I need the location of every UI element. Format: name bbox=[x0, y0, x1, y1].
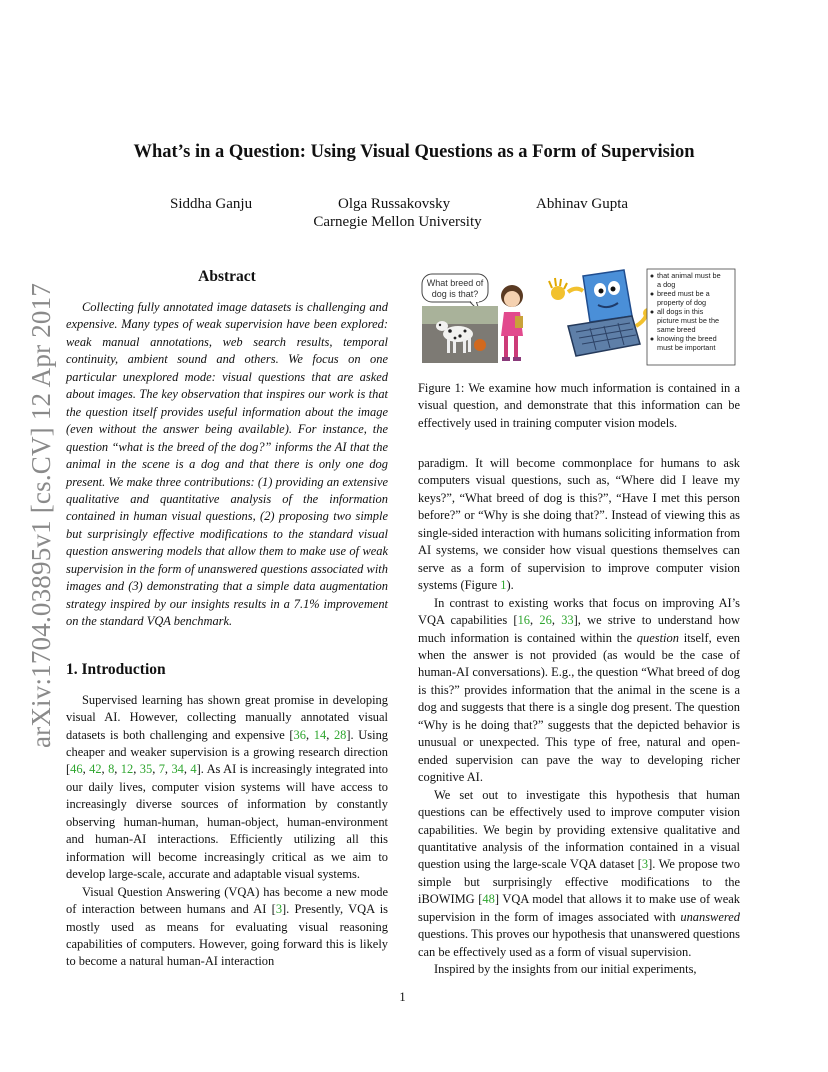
laptop-ai-illustration bbox=[549, 270, 653, 356]
inference-1-line-2: a dog bbox=[657, 280, 676, 289]
citation-link[interactable]: 28 bbox=[333, 727, 347, 742]
citation-link[interactable]: 4 bbox=[190, 762, 197, 777]
inference-4-line-1: knowing the breed bbox=[657, 334, 717, 343]
figure-1 bbox=[418, 266, 740, 374]
arxiv-identifier: arXiv:1704.03895v1 [cs.CV] 12 Apr 2017 bbox=[26, 282, 57, 748]
right-paragraph-2: In contrast to existing works that focus on improving AI’s VQA capabilities [16, 26, 33], we strive to understand how much information is contained within the question itself, even when the answer is not provided (as would be the case of human-AI conversations). E.g., the question “What breed of dog is this?” provides information that the animal in the scene is a dog and suggests that there is a single dog present. The question “Why is he doing that?” suggests that the depicted behavior is unusual or unexpected. This type of free, natural and open-ended supervision can pave the way to developing richer cognitive AI. bbox=[418, 595, 740, 785]
intro-paragraph-1: Supervised learning has shown great promise in developing visual AI. However, collecting manually annotated visual datasets is both challenging and expensive [36, 14, 28]. Using cheaper and weaker supervision is a growing research direction [46, 42, 8, 12, 35, 7, 34, 4]. As AI is increasingly integrated into our daily lives, computer vision systems will have access to increasingly diverse sources of information by constantly observing human-human, human-object, human-environment and human-AI interactions. Efficiently utilizing all this information will become increasingly critical as we aim to develop large-scale, accurate and adaptable visual systems. bbox=[66, 692, 389, 882]
right-paragraph-4: Inspired by the insights from our initial experiments, bbox=[434, 962, 697, 977]
right-paragraph-1: paradigm. It will become commonplace for humans to ask computers visual questions, such as, “Where did I leave my keys?”, “What breed of dog is this?”, “Have I met this person before?” or “Why is she doing that?”. Instead of viewing this as single-sided interaction with humans soliciting information from AI systems, we consider how visual questions themselves can serve as a form of supervision to improve computer vision systems (Figure 1). bbox=[418, 456, 740, 593]
page-number: 1 bbox=[399, 990, 406, 1004]
citation-link[interactable]: 48 bbox=[482, 892, 495, 907]
inference-2-line-1: breed must be a bbox=[657, 289, 710, 298]
speech-bubble-line-2: dog is that? bbox=[431, 289, 479, 299]
inference-list bbox=[647, 269, 735, 365]
citation-link[interactable]: 33 bbox=[561, 613, 574, 628]
citation-link[interactable]: 26 bbox=[539, 613, 552, 628]
figure-link[interactable]: 1 bbox=[500, 578, 507, 593]
citation-link[interactable]: 42 bbox=[89, 762, 102, 777]
citation-link[interactable]: 7 bbox=[158, 762, 165, 777]
paper-title: What’s in a Question: Using Visual Questions as a Form of Supervision bbox=[133, 142, 695, 162]
inference-2-line-2: property of dog bbox=[657, 298, 707, 307]
citation-link[interactable]: 3 bbox=[641, 857, 649, 872]
right-column bbox=[418, 455, 740, 979]
citation-link[interactable]: 35 bbox=[139, 762, 153, 777]
author-2: Olga Russakovsky bbox=[338, 196, 451, 212]
author-1: Siddha Ganju bbox=[170, 196, 253, 212]
inference-3-line-3: same breed bbox=[657, 325, 696, 334]
citation-link[interactable]: 12 bbox=[120, 762, 134, 777]
citation-link[interactable]: 34 bbox=[171, 762, 184, 777]
girl-illustration bbox=[501, 285, 523, 361]
inference-3-line-1: all dogs in this bbox=[657, 307, 704, 316]
citation-link[interactable]: 36 bbox=[293, 727, 306, 742]
citation-link[interactable]: 14 bbox=[313, 727, 327, 742]
citation-link[interactable]: 8 bbox=[108, 762, 115, 777]
intro-paragraph-2: Visual Question Answering (VQA) has become a new mode of interaction between humans and AI [3]. Presently, VQA is mostly used as means for evaluating visual reasoning capabilities of computers. However, going forward this is likely to become a natural human-AI interaction bbox=[66, 884, 388, 969]
dog-photo bbox=[422, 306, 498, 363]
abstract-heading: Abstract bbox=[198, 268, 256, 285]
introduction-heading: 1. Introduction bbox=[66, 660, 166, 678]
citation-link[interactable]: 3 bbox=[275, 902, 283, 917]
author-3: Abhinav Gupta bbox=[536, 196, 629, 212]
left-column bbox=[66, 268, 388, 971]
figure-1-caption: Figure 1: We examine how much information is contained in a visual question, and demonstrate that this information can be effectively used in training computer vision models. bbox=[418, 381, 740, 430]
inference-4-line-2: must be important bbox=[657, 343, 716, 352]
arxiv-identifier-sidebar bbox=[22, 282, 62, 748]
right-paragraph-3: We set out to investigate this hypothesis that human questions can be effectively used to improve computer vision capabilities. We begin by providing extensive qualitative and quantitative analysis of the information contained in a visual question using the large-scale VQA dataset [3]. We propose two simple but surprisingly effective modifications to the iBOWIMG [48] VQA model that allows it to make use of weak supervision in the form of images associated with unanswered questions. This proves our hypothesis that unanswered questions can be effectively used as a form of visual supervision. bbox=[418, 787, 740, 959]
inference-3-line-2: picture must be the bbox=[657, 316, 720, 325]
affiliation: Carnegie Mellon University bbox=[313, 214, 482, 230]
figure-1-illustration bbox=[418, 266, 740, 374]
citation-link[interactable]: 16 bbox=[517, 613, 530, 628]
speech-bubble-line-1: What breed of bbox=[426, 278, 484, 288]
citation-link[interactable]: 46 bbox=[70, 762, 83, 777]
abstract-text: Collecting fully annotated image datasets is challenging and expensive. Many types of weak supervision have been explored: weak manual annotations, web search results, temporal continuity, ambient sound and others. We focus on one particular unexplored mode: visual questions that are asked about images. The key observation that inspires our work is that the question itself provides useful information about the image (even without the answer being available). For instance, the question “what is the breed of the dog?” informs the AI that the animal in the scene is a dog and that there is only one dog present. We make three contributions: (1) providing an extensive qualitative and quantitative analysis of the information contained in human visual questions, (2) proposing two simple but surprisingly effective modifications to the standard visual question answering models that allow them to make use of weak supervision in the form of unanswered questions associated with images and (3) demonstrating that a simple data augmentation strategy inspired by our insights results in a 7.1% improvement on the standard VQA benchmark. bbox=[66, 300, 388, 629]
inference-1-line-1: that animal must be bbox=[657, 271, 721, 280]
